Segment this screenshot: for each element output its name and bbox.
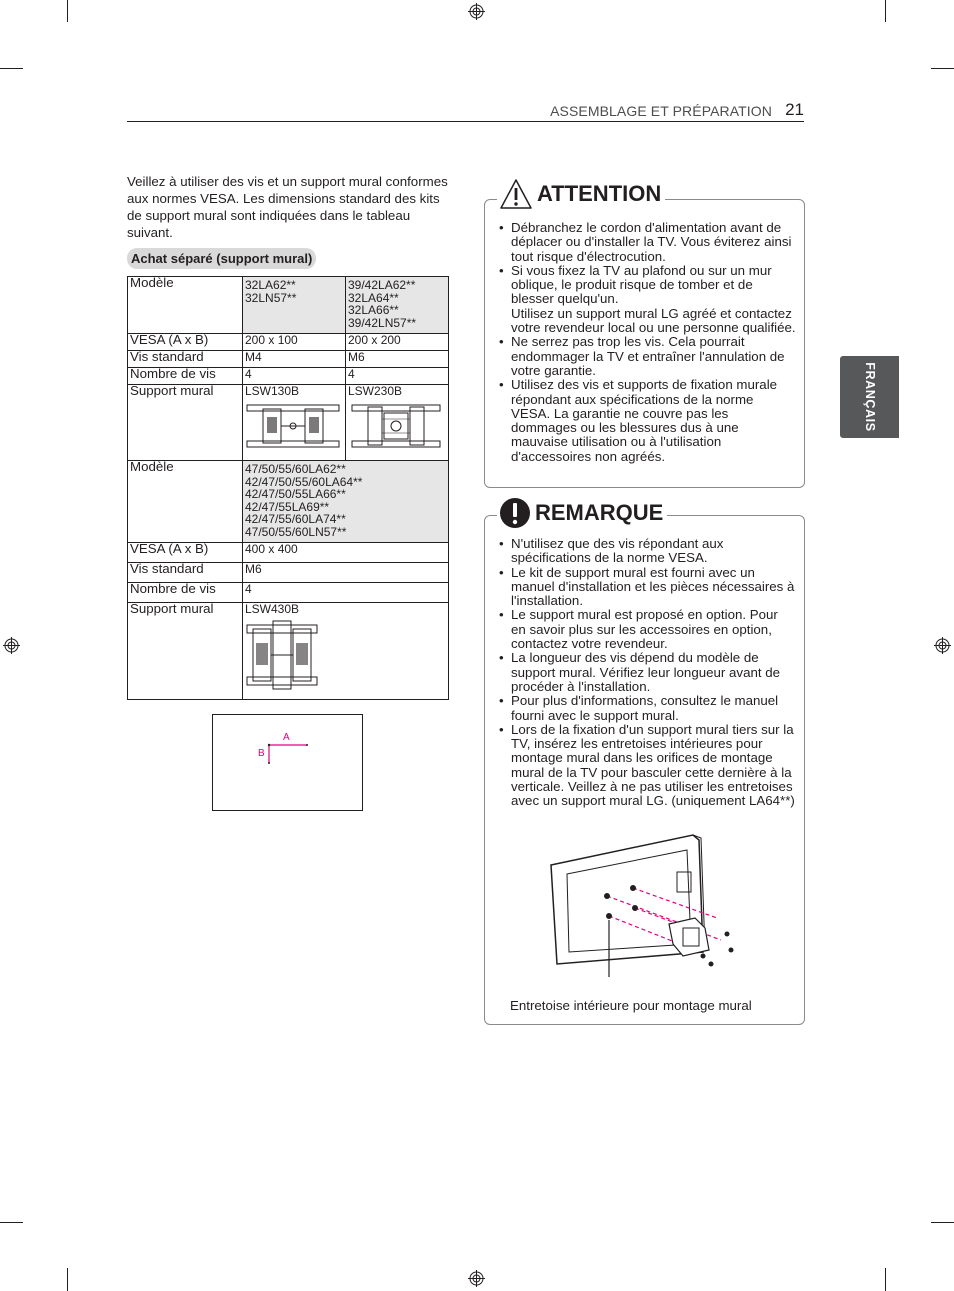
attention-list: [497, 221, 796, 464]
language-tab-label: FRANÇAIS: [862, 362, 877, 432]
table-cell-count: 4: [243, 368, 346, 385]
remarque-item: • Pour plus d'informations, consultez le manuel fourni avec le support mural.: [497, 694, 796, 723]
row-label-model: Modèle: [128, 277, 243, 334]
crop-mark: [931, 68, 954, 69]
remarque-list: [497, 537, 796, 809]
row-label-vesa: VESA (A x B): [128, 543, 243, 563]
dimension-label-b: B: [258, 748, 265, 759]
figure-caption: Entretoise intérieure pour montage mural: [510, 998, 752, 1013]
language-tab: [840, 356, 899, 438]
vesa-dimension-lines: [213, 715, 364, 812]
row-label-screw: Vis standard: [128, 351, 243, 368]
attention-item: • Débranchez le cordon d'alimentation avant de déplacer ou d'installer la TV. Vous éviterez ainsi tout risque d'électrocution.: [497, 221, 796, 264]
registration-mark-icon: [3, 637, 20, 654]
vesa-diagram: [212, 714, 363, 811]
wall-mount-bracket-icon: [245, 619, 319, 691]
table-cell-vesa: 200 x 200: [346, 334, 449, 351]
attention-item: • Ne serrez pas trop les vis. Cela pourrait endommager la TV et entraîner l'annulation de votre garantie.: [497, 335, 796, 378]
page-number: 21: [785, 100, 804, 119]
row-label-screw-count: Nombre de vis: [128, 368, 243, 385]
attention-title-text: ATTENTION: [537, 181, 662, 206]
mount-model-name: LSW430B: [245, 602, 300, 616]
table-heading: Achat séparé (support mural): [127, 248, 316, 269]
wall-mount-bracket-icon: [245, 401, 341, 451]
mount-model-name: LSW230B: [348, 384, 403, 398]
remarque-title: [497, 497, 667, 529]
table-cell-models: 32LA62** 32LN57**: [243, 277, 346, 334]
registration-mark-icon: [468, 3, 485, 20]
warning-triangle-icon: [499, 178, 533, 210]
remarque-item: • Lors de la fixation d'un support mural tiers sur la TV, insérez les entretoises intérieures pour montage mural dans les orifices de montage mural de la TV pour basculer cette dernière à la verticale. Veillez à ne pas utiliser les entretoises avec un support mural LG. (uniquement LA64**): [497, 723, 796, 809]
table-cell-mount: [243, 385, 346, 461]
registration-mark-icon: [468, 1270, 485, 1287]
section-title: ASSEMBLAGE ET PRÉPARATION: [550, 103, 772, 119]
crop-mark: [931, 1222, 954, 1223]
exclamation-circle-icon: [499, 497, 531, 529]
table-cell-vesa: 400 x 400: [243, 543, 449, 563]
wall-mount-spec-table: [127, 276, 449, 700]
table-cell-count: 4: [243, 583, 449, 603]
crop-mark: [885, 1268, 886, 1291]
remarque-callout: [484, 500, 805, 1025]
table-cell-models: 47/50/55/60LA62** 42/47/50/55/60LA64** 42/47/50/55LA66** 42/47/55LA69** 42/47/55/60LA74** 47/50/55/60LN57**: [243, 461, 449, 543]
mount-model-name: LSW130B: [245, 384, 300, 398]
attention-title: [497, 178, 665, 210]
table-cell-mount: [243, 603, 449, 700]
remarque-item: • N'utilisez que des vis répondant aux spécifications de la norme VESA.: [497, 537, 796, 566]
registration-mark-icon: [934, 637, 951, 654]
tv-spacer-illustration: [545, 832, 755, 977]
table-cell-mount: [346, 385, 449, 461]
table-cell-screw: M6: [243, 563, 449, 583]
attention-callout: [484, 181, 805, 488]
wall-mount-bracket-icon: [348, 401, 444, 451]
table-cell-count: 4: [346, 368, 449, 385]
remarque-title-text: REMARQUE: [535, 500, 664, 525]
remarque-item: • Le support mural est proposé en option. Pour en savoir plus sur les accessoires en option, contactez votre revendeur.: [497, 608, 796, 651]
table-cell-screw: M6: [346, 351, 449, 368]
crop-mark: [67, 1268, 68, 1291]
crop-mark: [0, 1222, 23, 1223]
attention-item: • Si vous fixez la TV au plafond ou sur un mur oblique, le produit risque de tomber et de blesser quelqu'un. Utilisez un support mural LG agréé et contactez votre revendeur local ou une personne qualifiée.: [497, 264, 796, 335]
row-label-wall-mount: Support mural: [128, 603, 243, 700]
table-cell-models: 39/42LA62** 32LA64** 32LA66** 39/42LN57**: [346, 277, 449, 334]
remarque-item: • Le kit de support mural est fourni avec un manuel d'installation et les pièces nécessaires à l'installation.: [497, 566, 796, 609]
row-label-model: Modèle: [128, 461, 243, 543]
remarque-item: • La longueur des vis dépend du modèle de support mural. Vérifiez leur longueur avant de procéder à l'installation.: [497, 651, 796, 694]
table-cell-screw: M4: [243, 351, 346, 368]
page-header: [127, 102, 804, 122]
intro-paragraph: Veillez à utiliser des vis et un support mural conformes aux normes VESA. Les dimensions standard des kits de support mural sont indiquées dans le tableau suivant.: [127, 174, 448, 240]
row-label-vesa: VESA (A x B): [128, 334, 243, 351]
dimension-label-a: A: [283, 732, 290, 743]
crop-mark: [885, 0, 886, 22]
row-label-screw: Vis standard: [128, 563, 243, 583]
table-cell-vesa: 200 x 100: [243, 334, 346, 351]
crop-mark: [67, 0, 68, 22]
crop-mark: [0, 68, 23, 69]
attention-item: • Utilisez des vis et supports de fixation murale répondant aux spécifications de la norme VESA. La garantie ne couvre pas les dommages ou les blessures dus à une mauvaise utilisation ou à l'utilisation d'accessoires non agréés.: [497, 378, 796, 464]
row-label-wall-mount: Support mural: [128, 385, 243, 461]
row-label-screw-count: Nombre de vis: [128, 583, 243, 603]
